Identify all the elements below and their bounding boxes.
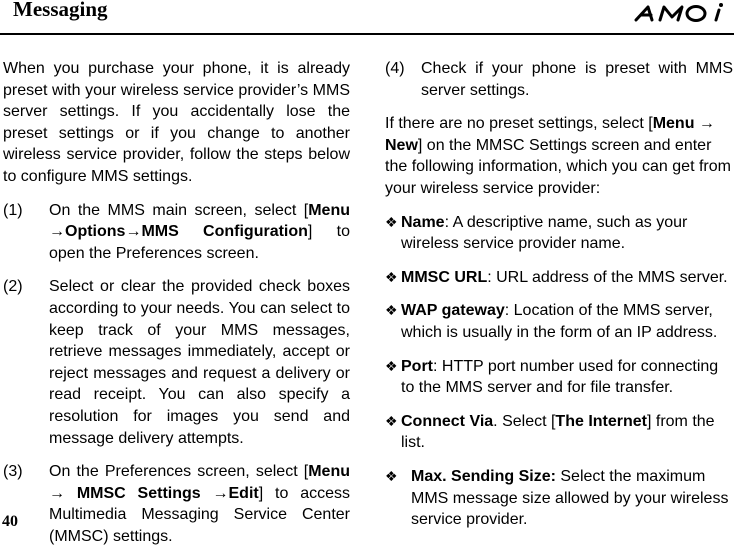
bullet-mmsc-url bbox=[385, 267, 733, 289]
bullet-max-sending-size bbox=[385, 466, 733, 531]
menu-path: Menu → MMSC Settings →Edit bbox=[49, 463, 350, 502]
step-number: (4) bbox=[385, 60, 405, 77]
step-text: ] to open the Preferences screen. bbox=[49, 223, 350, 262]
diamond-bullet-icon: ❖ bbox=[385, 357, 398, 374]
paragraph-text: If there are no preset settings, select [ bbox=[385, 115, 653, 133]
header-rule bbox=[0, 33, 734, 35]
right-column bbox=[385, 58, 733, 531]
bullet-connect-via bbox=[385, 411, 733, 454]
diamond-bullet-icon: ❖ bbox=[385, 412, 398, 429]
field-name: Name bbox=[401, 213, 445, 231]
step-text: On the Preferences screen, select [ bbox=[49, 463, 309, 481]
amoi-logo bbox=[630, 2, 730, 24]
field-name: WAP gateway bbox=[401, 302, 505, 320]
bullet-wap-gateway bbox=[385, 300, 733, 343]
field-name: MMSC URL bbox=[401, 268, 488, 286]
left-column bbox=[3, 58, 350, 547]
diamond-bullet-icon: ❖ bbox=[385, 213, 398, 230]
bullet-port bbox=[385, 356, 733, 399]
menu-path: Menu → New bbox=[385, 115, 715, 154]
step-text: Check if your phone is preset with MMS server settings. bbox=[421, 60, 733, 99]
settings-paragraph bbox=[385, 113, 733, 199]
diamond-bullet-icon: ❖ bbox=[385, 467, 398, 484]
field-desc: : URL address of the MMS server. bbox=[487, 268, 728, 286]
page-header-title: Messaging bbox=[13, 0, 108, 21]
step-2 bbox=[3, 276, 350, 449]
step-4 bbox=[385, 58, 733, 101]
bullet-name bbox=[385, 212, 733, 255]
field-name: Port bbox=[401, 357, 433, 375]
field-desc: : Location of the MMS server, which is usually in the form of an IP address. bbox=[401, 302, 718, 341]
field-desc: ] from the list. bbox=[401, 412, 715, 452]
page-number: 40 bbox=[2, 513, 18, 530]
field-desc: : HTTP port number used for connecting to the MMS server and for file transfer. bbox=[401, 357, 719, 397]
field-desc: Select the maximum MMS message size allowed by your wireless service provider. bbox=[411, 467, 729, 529]
step-text: ] to access Multimedia Messaging Service Center (MMSC) settings. bbox=[49, 484, 350, 545]
paragraph-text: ] on the MMSC Settings screen and enter the following information, which you can get from your wireless service provider: bbox=[385, 136, 731, 197]
field-name: Max. Sending Size: bbox=[411, 467, 556, 485]
step-number: (2) bbox=[3, 278, 23, 296]
field-name: Connect Via bbox=[401, 412, 494, 430]
diamond-bullet-icon: ❖ bbox=[385, 268, 398, 285]
field-desc: . Select [ bbox=[493, 412, 556, 430]
step-text: On the MMS main screen, select [ bbox=[49, 201, 309, 219]
menu-path: Menu →Options→MMS Configuration bbox=[49, 201, 350, 241]
diamond-bullet-icon: ❖ bbox=[385, 302, 398, 319]
step-number: (1) bbox=[3, 201, 23, 219]
step-1 bbox=[3, 200, 350, 265]
step-3 bbox=[3, 461, 350, 547]
intro-paragraph: When you purchase your phone, it is already preset with your wireless service provider’s MMS server settings. If you accidentally lose the preset settings or if you change to another wireless service provider, follow the steps below to configure MMS settings. bbox=[3, 60, 350, 185]
step-number: (3) bbox=[3, 463, 23, 481]
field-desc: : A descriptive name, such as your wireless service provider name. bbox=[401, 213, 688, 253]
field-option: The Internet bbox=[555, 412, 647, 430]
step-text: Select or clear the provided check boxes according to your needs. You can select to keep track of your MMS messages, retrieve messages immediately, accept or reject messages and request a delivery or read receipt. You can also specify a resolution for images you send and message delivery attempts. bbox=[49, 278, 350, 447]
